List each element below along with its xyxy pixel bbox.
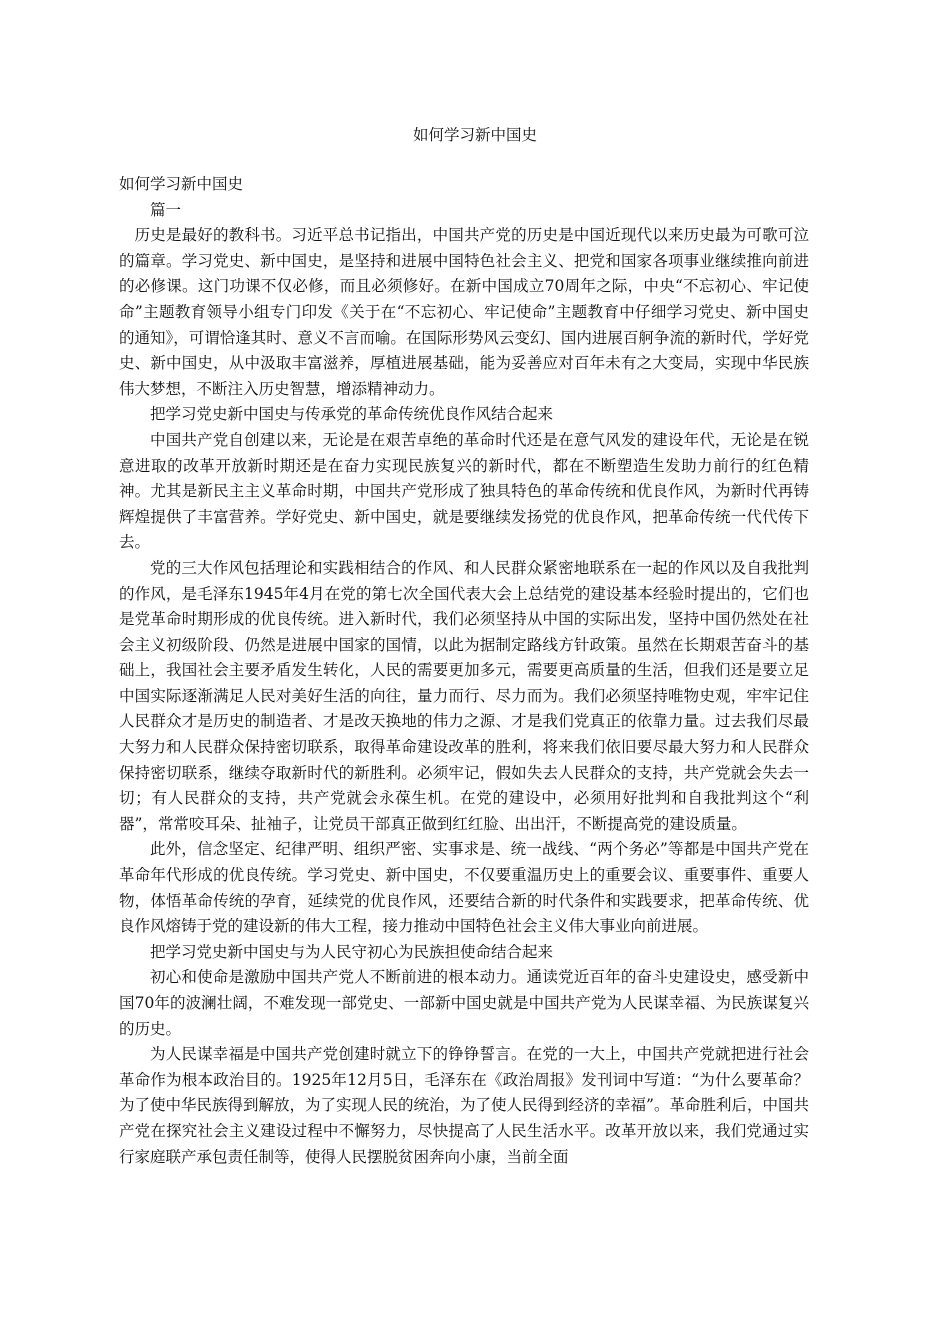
paragraph-4: 初心和使命是激励中国共产党人不断前进的根本动力。通读党近百年的奋斗史建设史，感受新中国70年的波澜壮阔，不难发现一部党史、一部新中国史就是中国共产党为人民谋幸福、为民族谋复兴的历史。 (119, 968, 809, 1038)
section-label: 篇一 (150, 200, 182, 219)
intro-paragraph: 历史是最好的教科书。习近平总书记指出，中国共产党的历史是中国近现代以来历史最为可歌可泣的篇章。学习党史、新中国史，是坚持和进展中国特色社会主义、把党和国家各项事业继续推向前进的必修课。这门功课不仅必修，而且必须修好。在新中国成立70周年之际，中央“不忘初心、牢记使命”主题教育领导小组专门印发《关于在“不忘初心、牢记使命”主题教育中仔细学习党史、新中国史的通知》，可谓恰逢其时、意义不言而喻。在国际形势风云变幻、国内进展百舸争流的新时代，学好党史、新中国史，从中汲取丰富滋养，厚植进展基础，能为妥善应对百年未有之大变局，实现中华民族伟大梦想，不断注入历史智慧，增添精神动力。 (119, 226, 809, 398)
document-title: 如何学习新中国史 (412, 126, 537, 144)
document-subtitle: 如何学习新中国史 (119, 175, 244, 193)
section-heading-2: 把学习党史新中国史与为人民守初心为民族担使命结合起来 (150, 942, 554, 961)
document-body (119, 172, 809, 1170)
section-heading-1: 把学习党史新中国史与传承党的革命传统优良作风结合起来 (150, 405, 554, 424)
paragraph-2: 党的三大作风包括理论和实践相结合的作风、和人民群众紧密地联系在一起的作风以及自我批判的作风，是毛泽东1945年4月在党的第七次全国代表大会上总结党的建设基本经验时提出的，它们也是党革命时期形成的优良传统。进入新时代，我们必须坚持从中国的实际出发，坚持中国仍然处在社会主义初级阶段、仍然是进展中国家的国情，以此为据制定路线方针政策。虽然在长期艰苦奋斗的基础上，我国社会主要矛盾发生转化，人民的需要更加多元，需要更高质量的生活，但我们还是要立足中国实际逐渐满足人民对美好生活的向往，量力而行、尽力而为。我们必须坚持唯物史观，牢牢记住人民群众才是历史的制造者、才是改天换地的伟力之源、才是我们党真正的依靠力量。过去我们尽最大努力和人民群众保持密切联系，取得革命建设改革的胜利，将来我们依旧要尽最大努力和人民群众保持密切联系，继续夺取新时代的新胜利。必须牢记，假如失去人民群众的支持，共产党就会失去一切；有人民群众的支持，共产党就会永葆生机。在党的建设中，必须用好批判和自我批判这个“利器”，常常咬耳朵、扯袖子，让党员干部真正做到红红脸、出出汗，不断提高党的建设质量。 (119, 558, 809, 833)
paragraph-1: 中国共产党自创建以来，无论是在艰苦卓绝的革命时代还是在意气风发的建设年代，无论是在锐意进取的改革开放新时期还是在奋力实现民族复兴的新时代，都在不断塑造生发助力前行的红色精神。尤其是新民主主义革命时期，中国共产党形成了独具特色的革命传统和优良作风，为新时代再铸辉煌提供了丰富营养。学好党史、新中国史，就是要继续发扬党的优良作风，把革命传统一代代传下去。 (119, 430, 809, 552)
paragraph-5: 为人民谋幸福是中国共产党创建时就立下的铮铮誓言。在党的一大上，中国共产党就把进行社会革命作为根本政治目的。1925年12月5日，毛泽东在《政治周报》发刊词中写道：“为什么要革命？为了使中华民族得到解放，为了实现人民的统治，为了使人民得到经济的幸福”。革命胜利后，中国共产党在探究社会主义建设过程中不懈努力，尽快提高了人民生活水平。改革开放以来，我们党通过实行家庭联产承包责任制等，使得人民摆脱贫困奔向小康，当前全面 (119, 1045, 809, 1166)
paragraph-3: 此外，信念坚定、纪律严明、组织严密、实事求是、统一战线、“两个务必”等都是中国共产党在革命年代形成的优良传统。学习党史、新中国史，不仅要重温历史上的重要会议、重要事件、重要人物，体悟革命传统的孕育，延续党的优良作风，还要结合新的时代条件和实践要求，把革命传统、优良作风熔铸于党的建设新的伟大工程，接力推动中国特色社会主义伟大事业向前进展。 (119, 840, 809, 936)
